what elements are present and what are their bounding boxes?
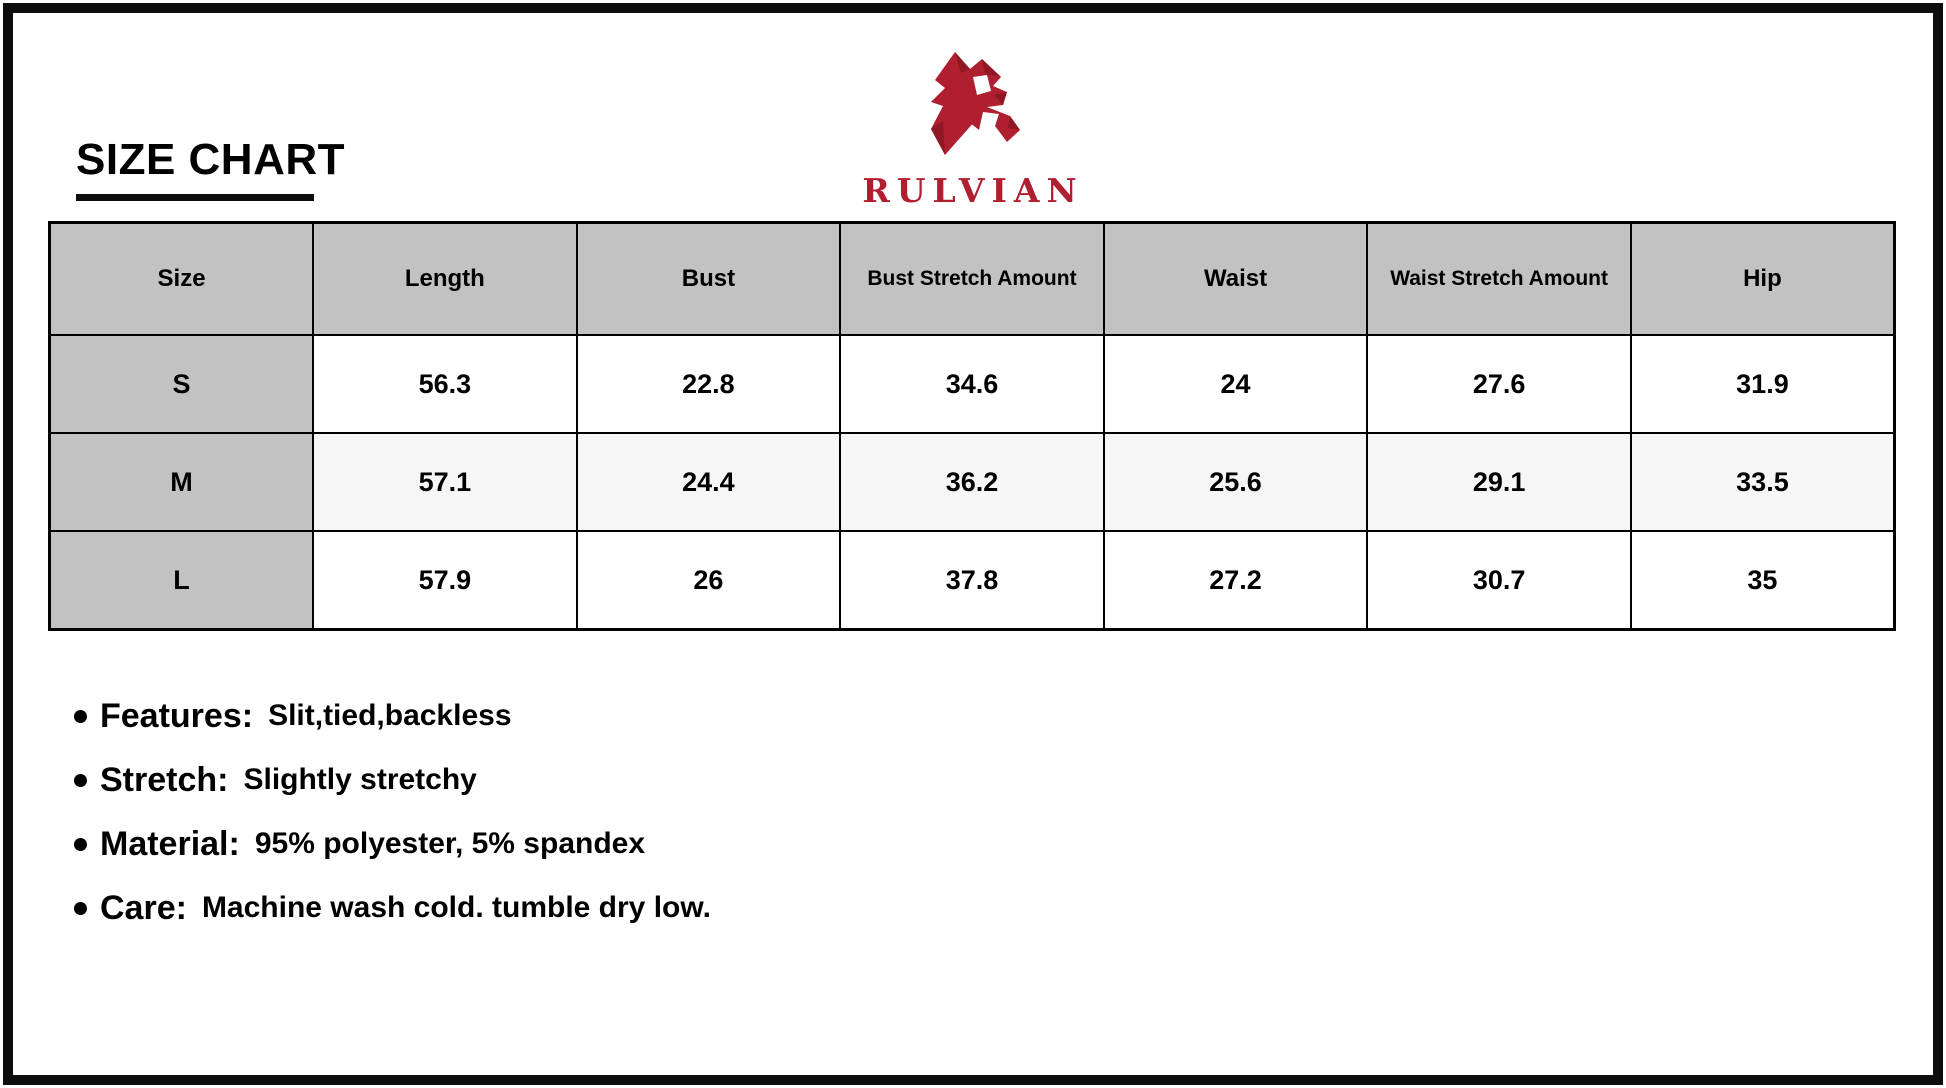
table-cell: 36.2 — [840, 433, 1104, 531]
table-cell: 22.8 — [577, 335, 841, 433]
column-header-waist: Waist — [1104, 223, 1368, 336]
detail-features — [74, 684, 711, 748]
detail-value: 95% polyester, 5% spandex — [254, 827, 646, 860]
detail-label: Material: — [100, 824, 240, 863]
table-cell: 34.6 — [840, 335, 1104, 433]
table-cell: 30.7 — [1367, 531, 1631, 630]
table-cell: 57.9 — [313, 531, 577, 630]
brand-block — [0, 50, 1946, 210]
table-cell: 26 — [577, 531, 841, 630]
table-cell: 56.3 — [313, 335, 577, 433]
brand-wordmark: RULVIAN — [862, 171, 1084, 210]
rulvian-r-logo-icon — [925, 50, 1021, 167]
column-header-hip: Hip — [1631, 223, 1895, 336]
table-row-l — [50, 531, 1895, 630]
detail-material — [74, 812, 711, 876]
size-cell: S — [50, 335, 314, 433]
page-title: SIZE CHART — [76, 135, 345, 184]
detail-care — [74, 876, 711, 940]
table-cell: 27.2 — [1104, 531, 1368, 630]
table-cell: 57.1 — [313, 433, 577, 531]
detail-value: Slightly stretchy — [243, 763, 477, 796]
size-cell: L — [50, 531, 314, 630]
table-cell: 27.6 — [1367, 335, 1631, 433]
column-header-length: Length — [313, 223, 577, 336]
table-cell: 37.8 — [840, 531, 1104, 630]
column-header-size: Size — [50, 223, 314, 336]
bullet-icon — [74, 710, 87, 723]
bullet-icon — [74, 902, 87, 915]
table-row-s — [50, 335, 1895, 433]
table-cell: 24 — [1104, 335, 1368, 433]
column-header-waist-stretch: Waist Stretch Amount — [1367, 223, 1631, 336]
bullet-icon — [74, 774, 87, 787]
size-cell: M — [50, 433, 314, 531]
detail-value: Slit,tied,backless — [268, 699, 512, 732]
detail-label: Stretch: — [100, 760, 229, 799]
table-header-row — [50, 223, 1895, 336]
detail-value: Machine wash cold. tumble dry low. — [201, 891, 711, 924]
bullet-icon — [74, 838, 87, 851]
table-cell: 24.4 — [577, 433, 841, 531]
table-cell: 31.9 — [1631, 335, 1895, 433]
detail-label: Care: — [100, 888, 187, 927]
table-row-m — [50, 433, 1895, 531]
size-chart-table — [48, 221, 1896, 631]
table-cell: 35 — [1631, 531, 1895, 630]
table-cell: 29.1 — [1367, 433, 1631, 531]
detail-label: Features: — [100, 696, 254, 735]
column-header-bust: Bust — [577, 223, 841, 336]
column-header-bust-stretch: Bust Stretch Amount — [840, 223, 1104, 336]
product-details-list — [74, 684, 711, 940]
detail-stretch — [74, 748, 711, 812]
table-cell: 25.6 — [1104, 433, 1368, 531]
table-cell: 33.5 — [1631, 433, 1895, 531]
